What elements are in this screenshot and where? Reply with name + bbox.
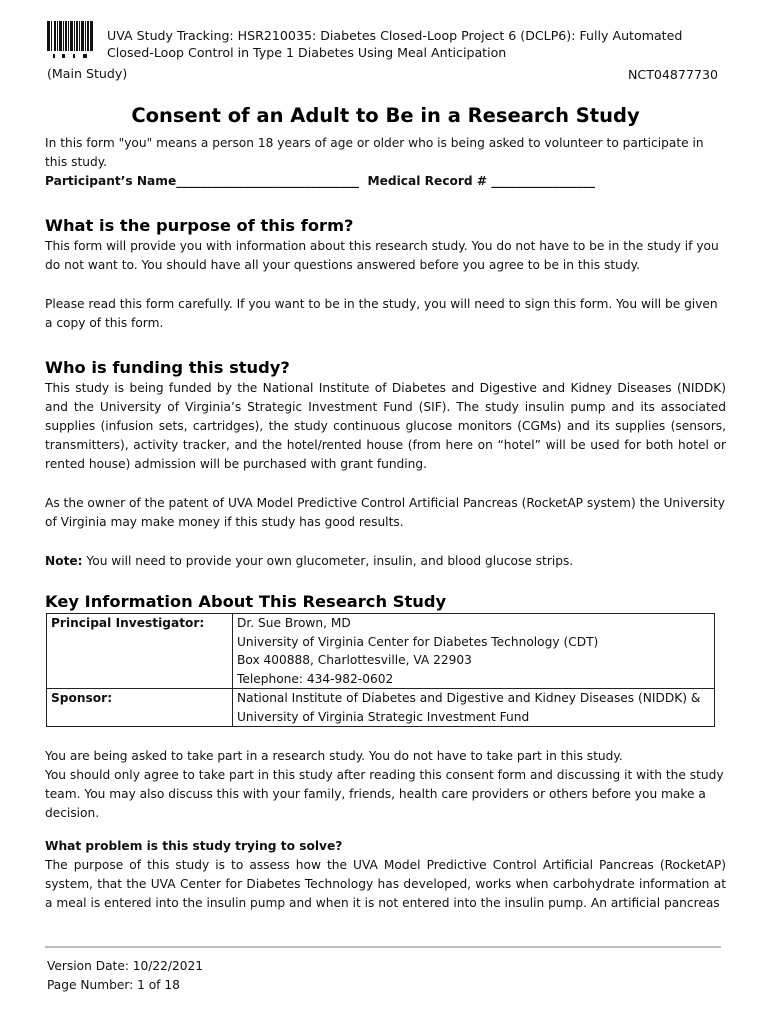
header-study-title: UVA Study Tracking: HSR210035: Diabetes Closed-Loop Project 6 (DCLP6): Fully Automated Closed-Loop Control in Type 1 Diabetes Using Meal Anticipation — [107, 28, 683, 60]
sponsor-details — [233, 689, 715, 727]
pi-name: Dr. Sue Brown, MD — [237, 616, 351, 630]
funding-heading: Who is funding this study? — [45, 358, 290, 377]
table-row — [47, 689, 715, 727]
asked-paragraph-2: You should only agree to take part in this study after reading this consent form and discussing it with the study team. You may also discuss this with your family, friends, health care providers or others before you make a decision. — [45, 768, 724, 820]
intro-paragraph: In this form "you" means a person 18 years of age or older who is being asked to volunteer to participate in this study. — [45, 136, 704, 169]
header-nct-number: NCT04877730 — [627, 67, 718, 82]
barcode-icon — [47, 21, 94, 59]
pi-center: University of Virginia Center for Diabetes Technology (CDT) — [237, 634, 599, 649]
note-label: Note: — [45, 554, 83, 568]
version-date: Version Date: 10/22/2021 — [47, 959, 204, 973]
sponsor-line-2: University of Virginia Strategic Investment Fund — [237, 709, 530, 724]
pi-address: Box 400888, Charlottesville, VA 22903 — [237, 653, 472, 667]
funding-paragraph-2: As the owner of the patent of UVA Model Predictive Control Artificial Pancreas (RocketAP system) the University of Virginia may make money if this study has good results. — [45, 496, 725, 529]
asked-paragraph-1: You are being asked to take part in a research study. You do not have to take part in this study. — [45, 749, 623, 763]
key-info-table — [46, 613, 715, 727]
sponsor-line-1: National Institute of Diabetes and Digestive and Kidney Diseases (NIDDK) & — [237, 691, 701, 705]
page-number: Page Number: 1 of 18 — [47, 978, 180, 992]
funding-paragraph-1: This study is being funded by the National Institute of Diabetes and Digestive and Kidney Diseases (NIDDK) and the University of Virginia’s Strategic Investment Fund (SIF). The study insulin pump and its associated supplies (infusion sets, cartridges), the study continuous glucose monitors (CGMs) and its supplies (sensors, transmitters), activity tracker, and the hotel/rented house (from here on “hotel” will be used for both hotel or rented house) admission will be purchased with grant funding. — [45, 381, 726, 471]
pi-label: Principal Investigator: — [47, 614, 233, 689]
header-subtitle: (Main Study) — [47, 66, 128, 81]
problem-heading: What problem is this study trying to solve? — [45, 839, 343, 853]
note-paragraph — [45, 552, 726, 571]
page-footer — [47, 957, 203, 995]
problem-paragraph: The purpose of this study is to assess how the UVA Model Predictive Control Artificial Pancreas (RocketAP) system, that the UVA Center for Diabetes Technology has developed, works when carbohydrate information at a meal is entered into the insulin pump and when it is not entered into the insulin pump. An artificial pancreas — [45, 858, 726, 910]
purpose-paragraph-2: Please read this form carefully. If you want to be in the study, you will need to sign this form. You will be given a copy of this form. — [45, 297, 718, 330]
footer-divider — [45, 946, 721, 948]
document-body — [45, 102, 726, 913]
participant-name-line: Participant’s Name______________________________ Medical Record # _________________ — [45, 174, 595, 188]
pi-telephone: Telephone: 434-982-0602 — [237, 671, 394, 686]
table-row — [47, 614, 715, 689]
purpose-paragraph-1: This form will provide you with information about this research study. You do not have to be in the study if you do not want to. You should have all your questions answered before you agree to be in this study. — [45, 239, 719, 272]
purpose-heading: What is the purpose of this form? — [45, 216, 354, 235]
pi-details — [233, 614, 715, 689]
note-text: You will need to provide your own glucometer, insulin, and blood glucose strips. — [82, 554, 574, 568]
document-title: Consent of an Adult to Be in a Research Study — [131, 104, 640, 127]
key-info-heading: Key Information About This Research Study — [45, 592, 447, 611]
sponsor-label: Sponsor: — [47, 689, 233, 727]
